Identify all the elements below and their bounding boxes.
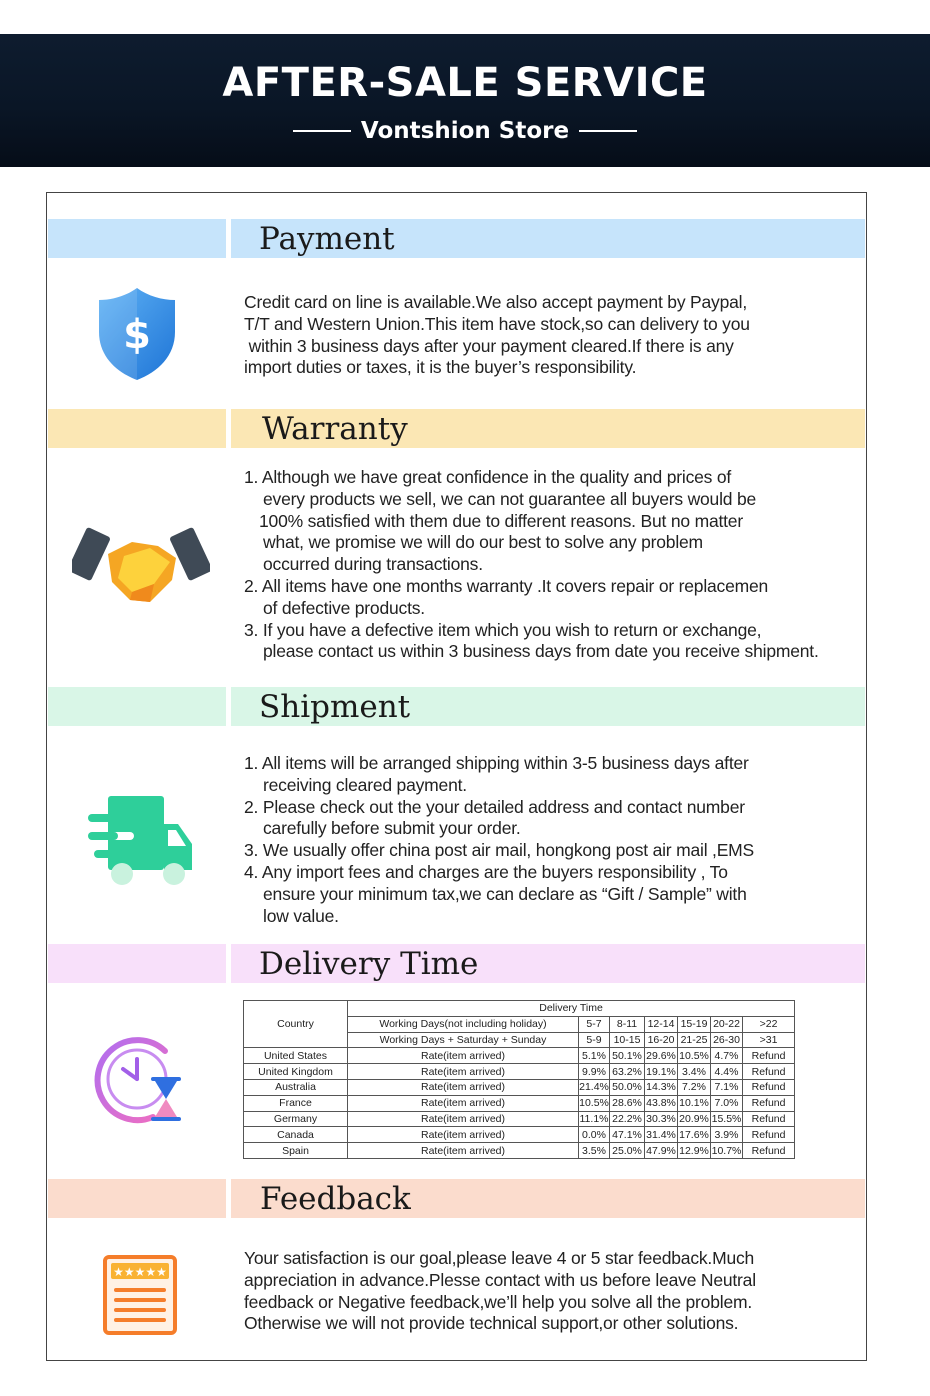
table-row xyxy=(244,1143,795,1159)
country-cell: Australia xyxy=(244,1079,348,1095)
table-cell: 3.5% xyxy=(579,1143,610,1159)
table-cell: 7.0% xyxy=(711,1095,743,1111)
feedback-line: Otherwise we will not provide technical support,or other solutions. xyxy=(244,1313,739,1334)
rate-label-cell: Rate(item arrived) xyxy=(348,1111,579,1127)
table-cell: 9.9% xyxy=(579,1064,610,1080)
rate-label-cell: Rate(item arrived) xyxy=(348,1095,579,1111)
delivery-truck-icon xyxy=(86,794,194,893)
table-cell: 25.0% xyxy=(610,1143,645,1159)
table-row xyxy=(244,1079,795,1095)
table-cell: 20.9% xyxy=(679,1112,709,1125)
rate-rows xyxy=(244,1048,795,1159)
table-cell: 50.1% xyxy=(610,1048,645,1064)
shield-dollar-icon xyxy=(96,286,178,387)
table-cell: 63.2% xyxy=(610,1064,645,1080)
rate-label-cell: Rate(item arrived) xyxy=(348,1143,579,1159)
table-cell: 21.4% xyxy=(579,1081,609,1094)
payment-text xyxy=(244,292,854,379)
table-cell: 43.8% xyxy=(646,1097,676,1110)
table-cell: 17.6% xyxy=(679,1128,709,1141)
table-cell: 14.3% xyxy=(646,1081,676,1094)
payment-line: Credit card on line is available.We also accept payment by Paypal, xyxy=(244,292,747,312)
shipment-line: low value. xyxy=(263,905,339,926)
table-row xyxy=(244,1111,795,1127)
rating-document-icon xyxy=(102,1254,178,1341)
rate-label-cell: Rate(item arrived) xyxy=(348,1064,579,1080)
table-cell: 15-19 xyxy=(678,1016,711,1032)
table-cell: 7.2% xyxy=(678,1079,711,1095)
table-cell: 0.0% xyxy=(579,1127,610,1143)
country-header: Country xyxy=(244,1001,348,1048)
table-cell: 50.0% xyxy=(610,1079,645,1095)
payment-header-left xyxy=(48,219,226,258)
table-cell: 7.1% xyxy=(711,1079,743,1095)
country-cell: France xyxy=(244,1095,348,1111)
warranty-header xyxy=(48,409,865,448)
feedback-header-left xyxy=(48,1179,226,1218)
table-row xyxy=(244,1127,795,1143)
weekend-days-label: Working Days + Saturday + Sunday xyxy=(348,1032,579,1048)
table-cell: 12-14 xyxy=(645,1016,678,1032)
payment-line: within 3 business days after your payment cleared.If there is any xyxy=(244,335,734,356)
rate-label-cell: Rate(item arrived) xyxy=(348,1079,579,1095)
table-cell: 31.4% xyxy=(646,1128,676,1141)
delivery-header xyxy=(48,944,865,983)
feedback-line: Your satisfaction is our goal,please leave 4 or 5 star feedback.Much xyxy=(244,1248,755,1268)
delivery-title: Delivery Time xyxy=(259,946,479,982)
shipment-line: receiving cleared payment. xyxy=(263,774,467,795)
store-name: Vontshion Store xyxy=(360,118,570,144)
warranty-line: 100% satisfied with them due to different reasons. But no matter xyxy=(259,510,743,531)
working-days-label: Working Days(not including holiday) xyxy=(348,1016,579,1032)
table-cell: 19.1% xyxy=(646,1065,676,1078)
svg-text:★★★★★: ★★★★★ xyxy=(113,1265,167,1279)
table-cell: Refund xyxy=(743,1095,795,1111)
table-cell: 47.1% xyxy=(610,1127,645,1143)
shipment-line: ensure your minimum tax,we can declare as “Gift / Sample” with xyxy=(263,883,747,904)
payment-line: import duties or taxes, it is the buyer’s responsibility. xyxy=(244,357,637,378)
table-cell: >31 xyxy=(743,1032,795,1048)
table-cell: 10.5% xyxy=(579,1097,609,1110)
clock-hourglass-icon xyxy=(93,1033,185,1130)
shipment-text xyxy=(244,753,854,927)
shipment-line: 3. We usually offer china post air mail, hongkong post air mail ,EMS xyxy=(244,840,755,861)
table-cell: 10.7% xyxy=(711,1144,742,1157)
table-cell: 5-9 xyxy=(579,1032,610,1048)
warranty-line: occurred during transactions. xyxy=(263,554,483,575)
table-cell: >22 xyxy=(743,1016,795,1032)
country-cell: Spain xyxy=(244,1143,348,1159)
table-caption: Delivery Time xyxy=(348,1001,795,1017)
shipment-header-left xyxy=(48,687,226,726)
svg-text:$: $ xyxy=(123,312,151,358)
rate-label-cell: Rate(item arrived) xyxy=(348,1048,579,1064)
shipment-line: 1. All items will be arranged shipping within 3-5 business days after xyxy=(244,753,749,773)
table-cell: Refund xyxy=(743,1048,795,1064)
table-row xyxy=(244,1064,795,1080)
table-cell: 12.9% xyxy=(679,1144,709,1157)
table-cell: 29.6% xyxy=(646,1049,676,1062)
payment-line: T/T and Western Union.This item have stock,so can delivery to you xyxy=(244,313,750,334)
table-cell: 8-11 xyxy=(610,1016,645,1032)
country-cell: United Kingdom xyxy=(244,1064,348,1080)
shipment-header xyxy=(48,687,865,726)
country-cell: United States xyxy=(244,1048,348,1064)
warranty-title: Warranty xyxy=(262,411,408,447)
table-cell: 5-7 xyxy=(579,1016,610,1032)
warranty-line: 3. If you have a defective item which you wish to return or exchange, xyxy=(244,619,762,640)
delivery-header-left xyxy=(48,944,226,983)
store-subtitle xyxy=(0,118,930,144)
table-cell: 4.7% xyxy=(711,1048,743,1064)
shipment-line: 4. Any import fees and charges are the buyers responsibility , To xyxy=(244,861,728,882)
shipment-line: 2. Please check out the your detailed address and contact number xyxy=(244,796,745,817)
table-cell: 10-15 xyxy=(610,1032,645,1048)
table-cell: 21-25 xyxy=(678,1032,711,1048)
payment-title: Payment xyxy=(259,221,395,257)
table-cell: 11.1% xyxy=(579,1112,609,1125)
feedback-header xyxy=(48,1179,865,1218)
table-cell: 10.5% xyxy=(679,1049,709,1062)
table-cell: 22.2% xyxy=(610,1111,645,1127)
table-cell: 5.1% xyxy=(579,1048,610,1064)
table-cell: 47.9% xyxy=(646,1144,676,1157)
table-cell: Refund xyxy=(743,1111,795,1127)
shipment-line: carefully before submit your order. xyxy=(263,818,521,839)
table-cell: 16-20 xyxy=(645,1032,678,1048)
table-cell: Refund xyxy=(743,1079,795,1095)
header-banner xyxy=(0,34,930,167)
warranty-text xyxy=(244,467,854,663)
shipment-title: Shipment xyxy=(259,689,411,725)
table-row xyxy=(244,1048,795,1064)
feedback-text xyxy=(244,1248,854,1335)
table-cell: Refund xyxy=(743,1127,795,1143)
table-row xyxy=(244,1095,795,1111)
table-cell: 3.4% xyxy=(678,1064,711,1080)
handshake-icon xyxy=(72,522,210,613)
table-cell: 20-22 xyxy=(711,1016,743,1032)
feedback-line: feedback or Negative feedback,we’ll help you solve all the problem. xyxy=(244,1291,753,1312)
warranty-header-left xyxy=(48,409,226,448)
warranty-line: every products we sell, we can not guarantee all buyers would be xyxy=(263,488,757,509)
table-cell: 15.5% xyxy=(711,1112,742,1125)
table-cell: Refund xyxy=(743,1064,795,1080)
table-cell: 30.3% xyxy=(646,1112,676,1125)
country-cell: Germany xyxy=(244,1111,348,1127)
warranty-line: please contact us within 3 business days from date you receive shipment. xyxy=(263,641,819,662)
table-cell: 26-30 xyxy=(711,1032,743,1048)
delivery-time-table xyxy=(243,1000,795,1159)
table-cell: Refund xyxy=(743,1143,795,1159)
page-title: AFTER-SALE SERVICE xyxy=(222,60,708,106)
divider-line-right xyxy=(579,130,637,132)
payment-header xyxy=(48,219,865,258)
warranty-line: of defective products. xyxy=(263,597,425,618)
warranty-line: 2. All items have one months warranty .It covers repair or replacemen xyxy=(244,575,769,596)
rate-label-cell: Rate(item arrived) xyxy=(348,1127,579,1143)
table-cell: 3.9% xyxy=(711,1127,743,1143)
table-cell: 10.1% xyxy=(679,1097,709,1110)
table-cell: 28.6% xyxy=(610,1095,645,1111)
feedback-title: Feedback xyxy=(260,1181,411,1217)
warranty-line: 1. Although we have great confidence in the quality and prices of xyxy=(244,467,732,487)
divider-line-left xyxy=(293,130,351,132)
table-cell: 4.4% xyxy=(711,1064,743,1080)
warranty-line: what, we promise we will do our best to solve any problem xyxy=(263,532,703,553)
feedback-line: appreciation in advance.Plesse contact with us before leave Neutral xyxy=(244,1269,756,1290)
country-cell: Canada xyxy=(244,1127,348,1143)
